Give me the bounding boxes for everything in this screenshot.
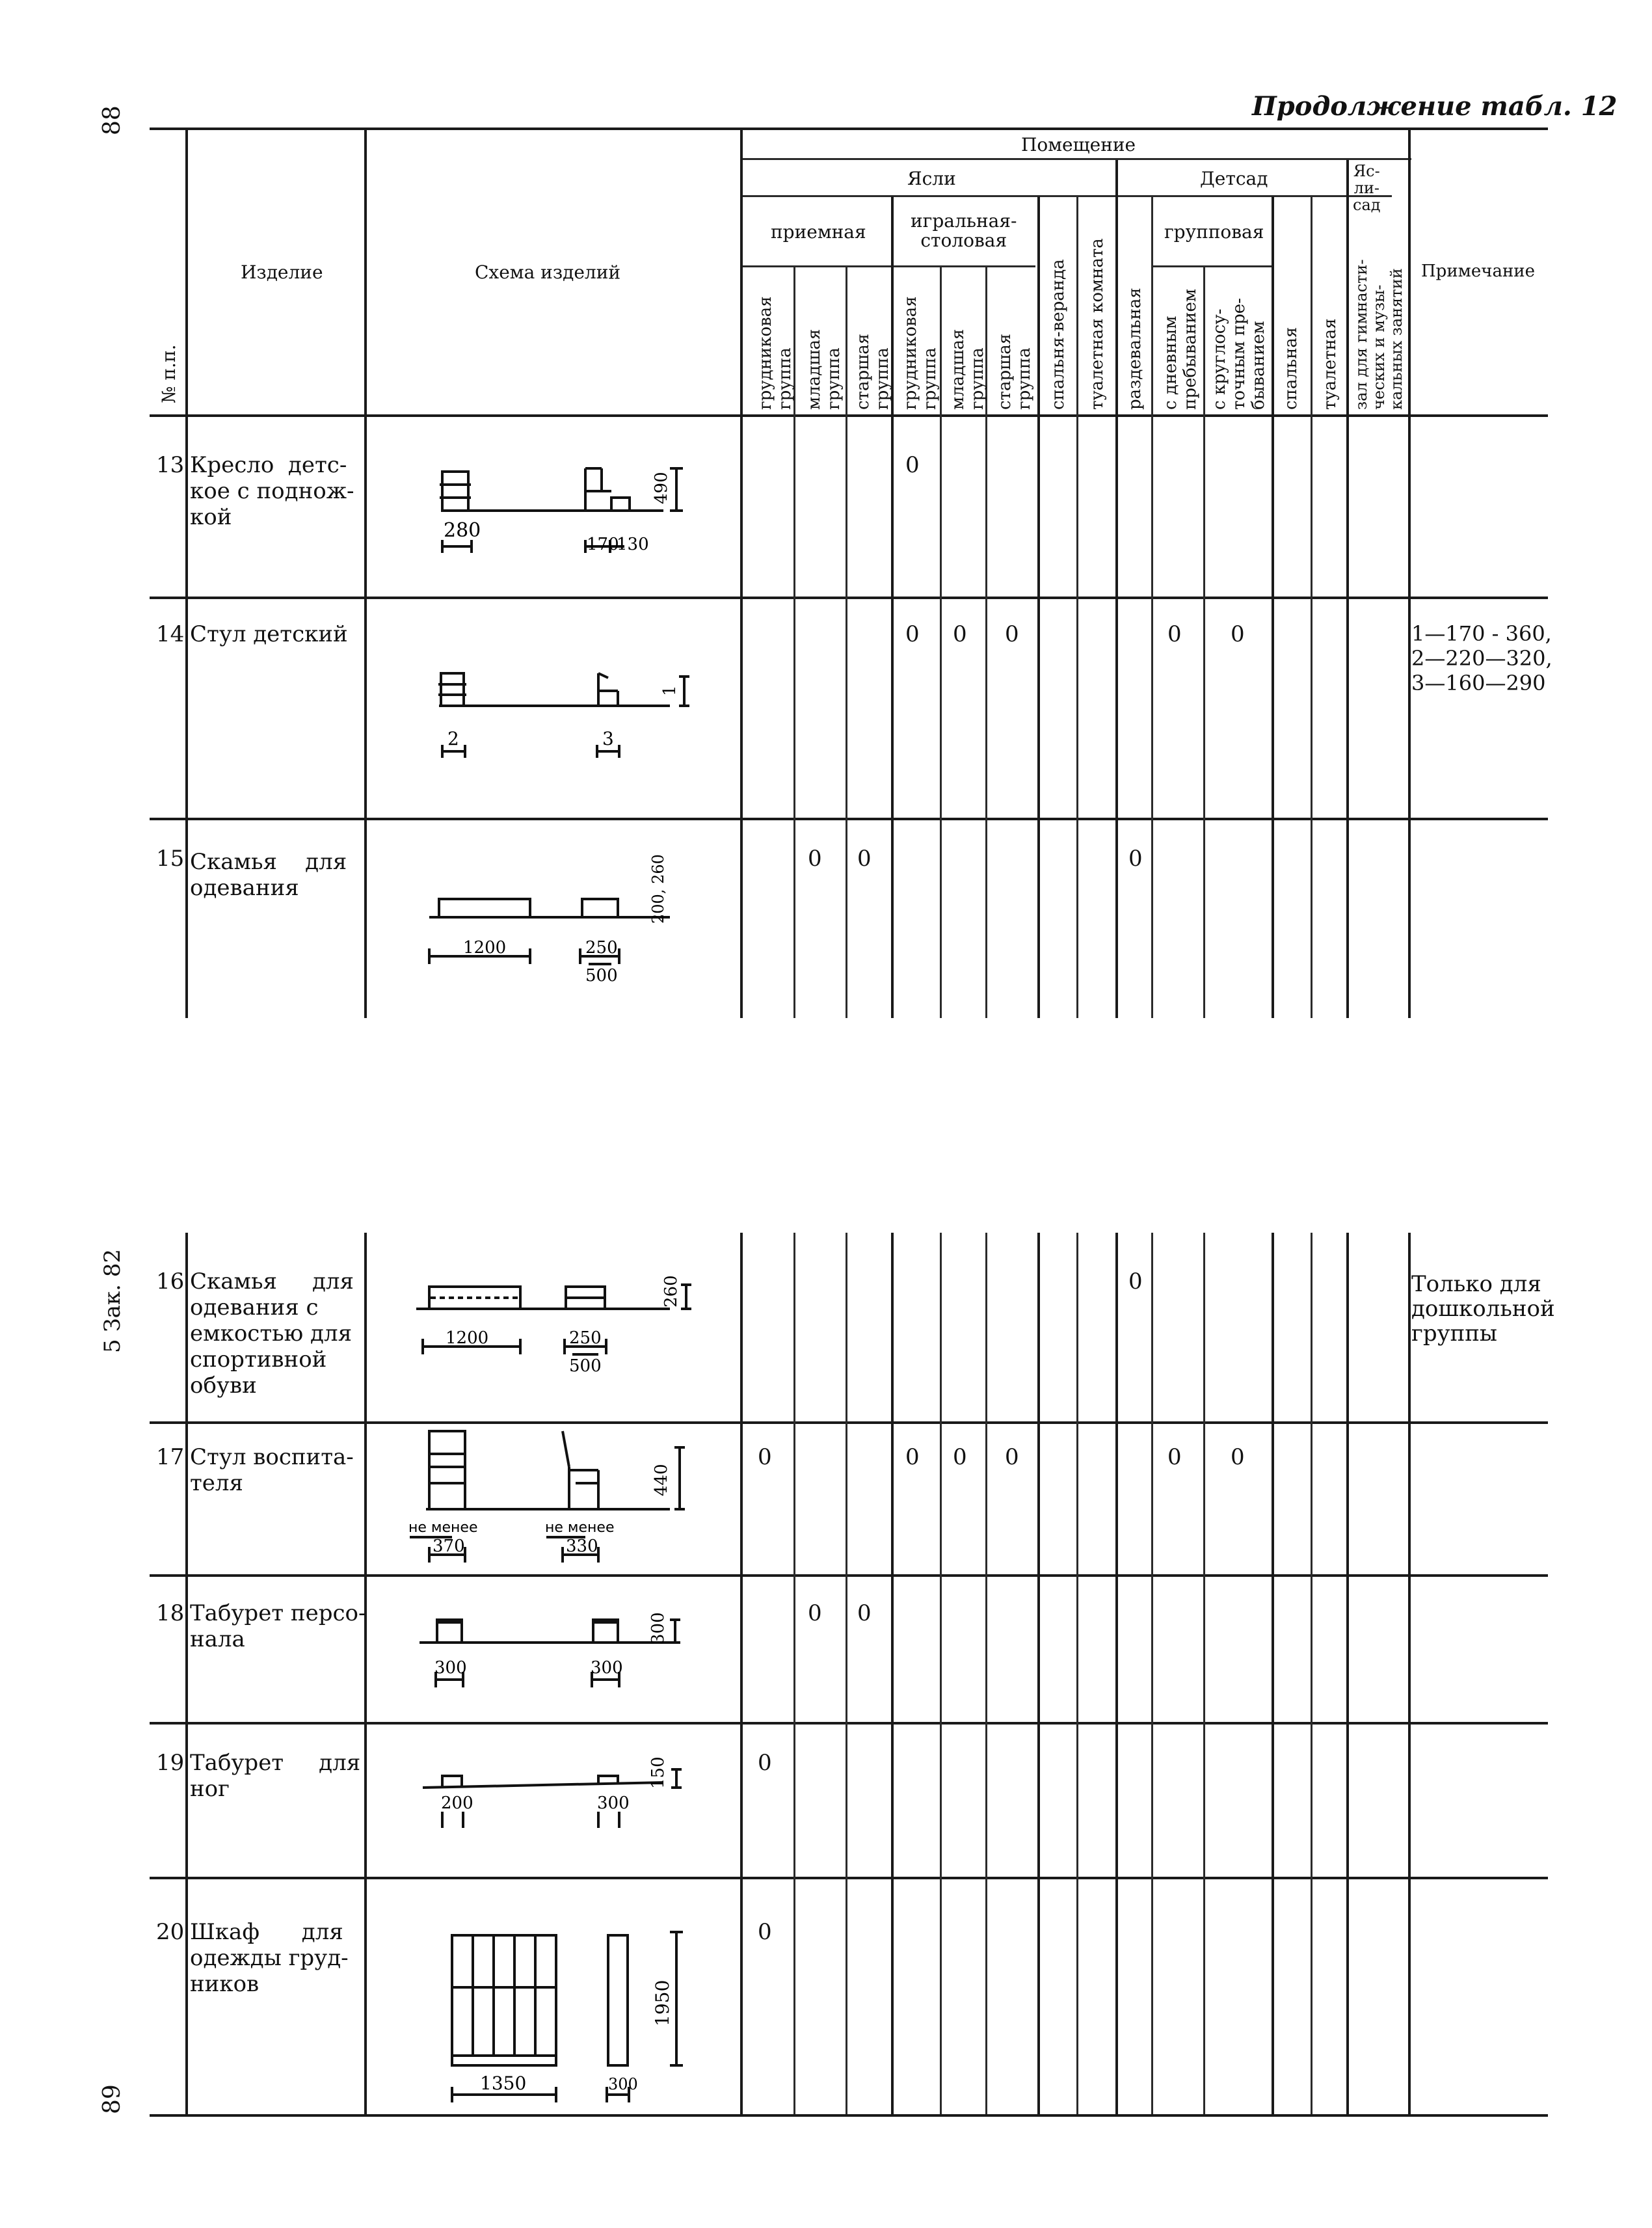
dim-490: 490 bbox=[652, 472, 671, 504]
dim-200-260: 200, 260 bbox=[649, 854, 667, 924]
header-num: № п.п. bbox=[158, 344, 180, 403]
rule-priemnaya bbox=[741, 265, 891, 267]
rule-groups bbox=[741, 195, 1392, 197]
vl-c13 bbox=[1346, 160, 1349, 1018]
header-item: Изделие bbox=[241, 262, 323, 283]
vl-c6 bbox=[1037, 196, 1040, 1018]
header-igralnaya: игральная- столовая bbox=[911, 210, 1017, 251]
vl-c2-low bbox=[846, 1233, 847, 2114]
vl-c8-low bbox=[1115, 1233, 1118, 2114]
mark-row14-col6: 0 bbox=[1005, 621, 1019, 647]
row-15-num: 15 bbox=[156, 846, 185, 872]
mark-row17-col10: 0 bbox=[1167, 1444, 1182, 1470]
vl-c9-low bbox=[1151, 1233, 1153, 2114]
col-header-6: старшая группа bbox=[995, 333, 1034, 410]
header-scheme: Схема изделий bbox=[475, 262, 621, 283]
dim-330: 330 bbox=[566, 1537, 598, 1556]
row-14-note: 1—170 - 360, 2—220—320, 3—160—290 bbox=[1411, 621, 1552, 695]
mark-row14-col5: 0 bbox=[953, 621, 967, 647]
dim-280: 280 bbox=[444, 519, 481, 542]
col-header-13: туалетная bbox=[1320, 318, 1340, 410]
mark-row17-col11: 0 bbox=[1231, 1444, 1245, 1470]
vl-c7 bbox=[1076, 196, 1078, 1018]
vl-c12 bbox=[1311, 196, 1312, 1018]
scheme-armchair-icon bbox=[390, 455, 715, 585]
row-17-item: Стул воспита- теля bbox=[190, 1444, 354, 1496]
header-rooms: Помещение bbox=[1021, 134, 1136, 155]
dim-1: 1 bbox=[660, 685, 680, 696]
row-13-item: Кресло детс- кое с поднож- кой bbox=[190, 452, 354, 530]
vl-c8 bbox=[1115, 160, 1118, 1018]
row-15-item: Скамья для одевания bbox=[190, 849, 347, 901]
dim-300-b: 300 bbox=[591, 1658, 623, 1678]
vl-c3-low bbox=[891, 1233, 894, 2114]
vl-c14-low bbox=[1408, 1233, 1411, 2114]
vl-item bbox=[364, 130, 367, 1018]
mark-row18-col3: 0 bbox=[857, 1600, 872, 1626]
vl-c9 bbox=[1151, 196, 1153, 1018]
row-18-num: 18 bbox=[156, 1600, 185, 1626]
header-priemnaya: приемная bbox=[771, 221, 866, 243]
rule-row19-bottom bbox=[150, 1877, 1548, 1879]
vl-c10-low bbox=[1203, 1233, 1205, 2114]
rule-row18-bottom bbox=[150, 1722, 1548, 1725]
row-19-item: Табурет для ног bbox=[190, 1750, 361, 1802]
row-14-num: 14 bbox=[156, 621, 185, 647]
mark-row15-col9: 0 bbox=[1128, 846, 1143, 872]
col-header-4: грудниковая группа bbox=[901, 296, 940, 410]
row-16-item: Скамья для одевания с емкостью для спортивной обуви bbox=[190, 1268, 354, 1399]
vl-num bbox=[185, 130, 188, 1018]
vl-c2 bbox=[846, 265, 847, 1018]
mark-row18-col2: 0 bbox=[808, 1600, 822, 1626]
vl-scheme-low bbox=[740, 1233, 743, 2114]
dim-250: 250 bbox=[585, 938, 618, 958]
vl-c4-low bbox=[940, 1233, 942, 2114]
col-header-10: с дневным пребыванием bbox=[1161, 288, 1200, 410]
dim-130: 130 bbox=[617, 535, 649, 554]
header-yasli: Ясли bbox=[907, 168, 956, 189]
scheme-wardrobe-icon bbox=[390, 1913, 715, 2108]
dim-1200-b: 1200 bbox=[446, 1328, 489, 1348]
page-number-bottom: 89 bbox=[99, 2084, 126, 2114]
dim-1200: 1200 bbox=[463, 938, 507, 958]
page-number-top: 88 bbox=[99, 105, 126, 135]
mark-row13-col4: 0 bbox=[905, 452, 920, 478]
vl-num-low bbox=[185, 1233, 188, 2114]
vl-c4 bbox=[940, 265, 942, 1018]
row-16-note: Только для дошкольной группы bbox=[1411, 1271, 1555, 1347]
dim-500: 500 bbox=[585, 966, 618, 986]
mark-row15-col3: 0 bbox=[857, 846, 872, 872]
row-18-item: Табурет персо- нала bbox=[190, 1600, 366, 1652]
rule-gruppovaya bbox=[1151, 265, 1272, 267]
dim-ne-menee-1: не менее bbox=[408, 1520, 478, 1536]
mark-row17-col6: 0 bbox=[1005, 1444, 1019, 1470]
dim-440: 440 bbox=[652, 1464, 671, 1496]
vl-item-low bbox=[364, 1233, 367, 2114]
vl-c7-low bbox=[1076, 1233, 1078, 2114]
scheme-bench-icon bbox=[390, 854, 715, 989]
mark-row17-col4: 0 bbox=[905, 1444, 920, 1470]
vl-c12-low bbox=[1311, 1233, 1312, 2114]
mark-row14-col11: 0 bbox=[1231, 621, 1245, 647]
dim-370: 370 bbox=[433, 1537, 465, 1556]
scheme-bench-storage-icon bbox=[390, 1262, 715, 1379]
rule-row14-bottom bbox=[150, 818, 1548, 820]
mark-row19-col1: 0 bbox=[758, 1750, 772, 1776]
row-13-num: 13 bbox=[156, 452, 185, 478]
dim-1350: 1350 bbox=[480, 2073, 527, 2094]
vl-c3 bbox=[891, 196, 894, 1018]
scheme-teacher-chair-icon bbox=[390, 1428, 715, 1571]
vl-c14 bbox=[1408, 130, 1411, 1018]
mark-row17-col1: 0 bbox=[758, 1444, 772, 1470]
dim-260-b: 260 bbox=[661, 1275, 681, 1308]
vl-c5-low bbox=[985, 1233, 987, 2114]
vl-c10 bbox=[1203, 265, 1205, 1018]
dim-300-c: 300 bbox=[648, 1612, 668, 1644]
header-detsad: Детсад bbox=[1200, 168, 1268, 189]
rule-rooms bbox=[741, 158, 1411, 160]
mark-row15-col2: 0 bbox=[808, 846, 822, 872]
rule-row17-bottom bbox=[150, 1574, 1548, 1577]
mark-row14-col10: 0 bbox=[1167, 621, 1182, 647]
mark-row16-col9: 0 bbox=[1128, 1268, 1143, 1295]
rule-row13-bottom bbox=[150, 597, 1548, 599]
scheme-staff-stool-icon bbox=[390, 1594, 715, 1711]
dim-300-a: 300 bbox=[434, 1658, 467, 1678]
rule-igralnaya bbox=[892, 265, 1035, 267]
continuation-title: Продолжение табл. 12 bbox=[1252, 91, 1618, 122]
vl-c13-low bbox=[1346, 1233, 1349, 2114]
row-19-num: 19 bbox=[156, 1750, 185, 1776]
scheme-child-chair-icon bbox=[390, 651, 715, 781]
rule-header-bottom bbox=[150, 414, 1548, 417]
col-header-8: туалетная комната bbox=[1087, 238, 1107, 410]
row-20-num: 20 bbox=[156, 1919, 185, 1945]
dim-170: 170 bbox=[587, 535, 619, 554]
scheme-foot-stool-icon bbox=[390, 1750, 715, 1867]
vl-c1-low bbox=[793, 1233, 795, 2114]
side-mark: 5 Зак. 82 bbox=[100, 1248, 126, 1353]
header-note: Примечание bbox=[1421, 262, 1535, 281]
col-header-9: раздевальная bbox=[1125, 288, 1145, 410]
col-header-1: грудниковая группа bbox=[756, 296, 795, 410]
vl-c11-low bbox=[1272, 1233, 1274, 2114]
header-yasli-sad: Яс- ли- сад bbox=[1353, 162, 1381, 214]
dim-3: 3 bbox=[602, 728, 614, 749]
dim-250-b: 250 bbox=[569, 1328, 602, 1348]
row-20-item: Шкаф для одежды груд- ников bbox=[190, 1919, 349, 1997]
dim-300-w: 300 bbox=[608, 2075, 638, 2093]
mark-row20-col1: 0 bbox=[758, 1919, 772, 1945]
row-14-item: Стул детский bbox=[190, 621, 348, 647]
col-header-7: спальня-веранда bbox=[1048, 259, 1068, 410]
dim-150: 150 bbox=[648, 1756, 668, 1789]
col-header-5: младшая группа bbox=[948, 329, 987, 410]
mark-row14-col4: 0 bbox=[905, 621, 920, 647]
col-header-12: спальная bbox=[1281, 327, 1301, 410]
dim-200-f: 200 bbox=[441, 1793, 473, 1813]
vl-scheme bbox=[740, 130, 743, 1018]
col-header-2: младшая группа bbox=[805, 329, 844, 410]
col-header-11: с круглосу- точным пре- быванием bbox=[1210, 298, 1268, 410]
dim-ne-menee-2: не менее bbox=[545, 1520, 615, 1536]
row-17-num: 17 bbox=[156, 1444, 185, 1470]
col-header-14: зал для гимнасти- ческих и музы- кальных занятий bbox=[1352, 259, 1406, 410]
dim-500-b: 500 bbox=[569, 1356, 602, 1376]
vl-c11 bbox=[1272, 196, 1274, 1018]
vl-c6-low bbox=[1037, 1233, 1040, 2114]
rule-bottom bbox=[150, 2114, 1548, 2117]
col-header-3: старшая группа bbox=[853, 333, 892, 410]
rule-row16-bottom bbox=[150, 1421, 1548, 1424]
dim-300-f: 300 bbox=[597, 1793, 630, 1813]
dim-1950: 1950 bbox=[652, 1980, 673, 2026]
header-gruppovaya: групповая bbox=[1164, 221, 1264, 243]
dim-2: 2 bbox=[447, 728, 459, 749]
row-16-num: 16 bbox=[156, 1268, 185, 1295]
rule-top bbox=[150, 128, 1548, 130]
mark-row17-col5: 0 bbox=[953, 1444, 967, 1470]
